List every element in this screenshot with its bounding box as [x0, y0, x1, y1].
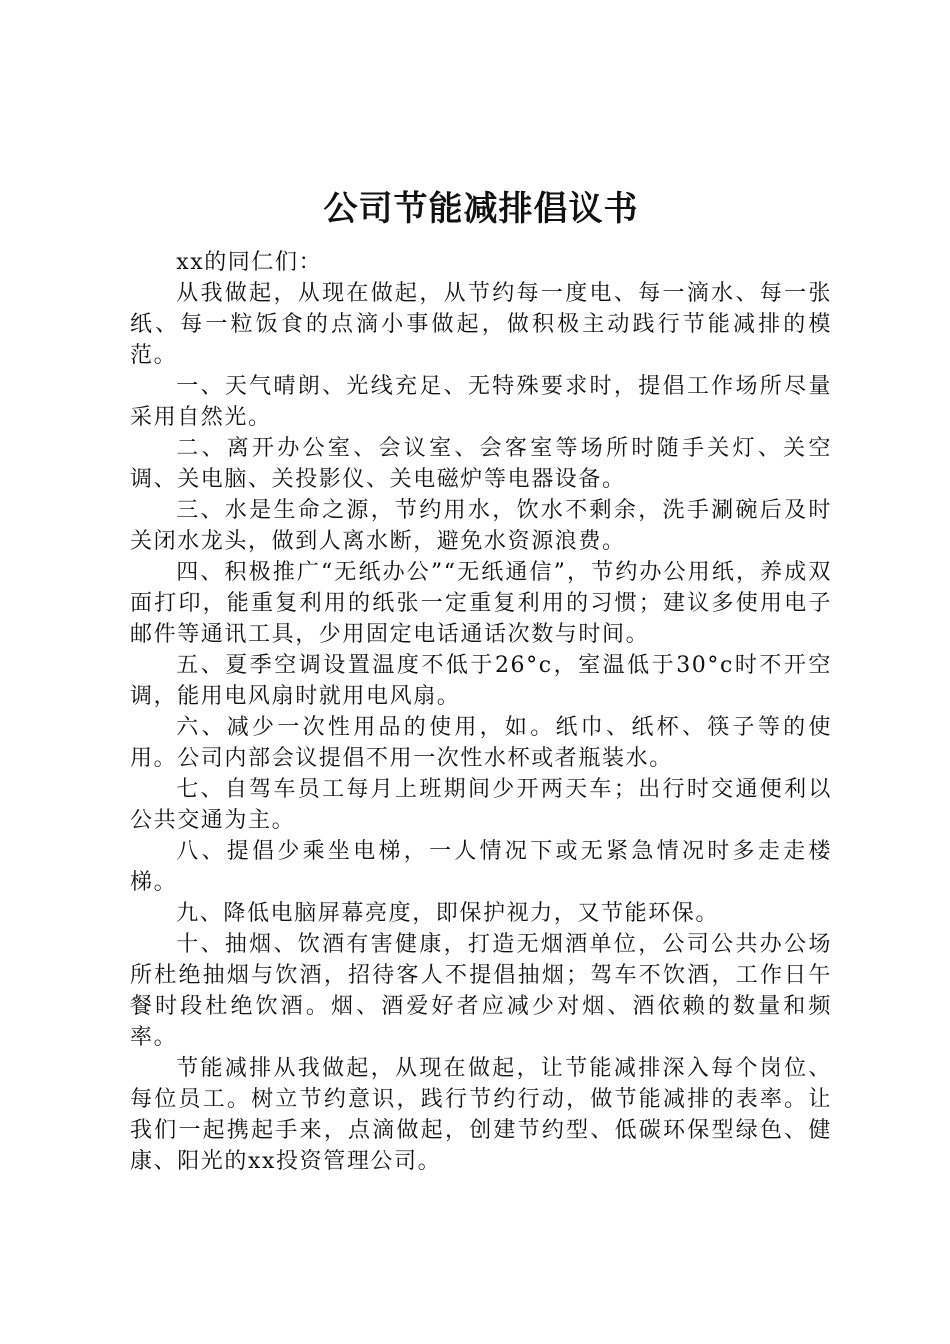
paragraph-closing: 节能减排从我做起，从现在做起，让节能减排深入每个岗位、每位员工。树立节约意识，践行节约行动，做节能减排的表率。让我们一起携起手来，点滴做起，创建节约型、低碳环保型绿色、健康、阳光的xx投资管理公司。: [130, 1056, 832, 1174]
document-body: [130, 247, 832, 1177]
paragraph-item-7: 七、自驾车员工每月上班期间少开两天车；出行时交通便利以公共交通为主。: [130, 777, 832, 833]
salutation: xx的同仁们：: [176, 250, 323, 275]
document-title: 公司节能减排倡议书: [323, 189, 639, 229]
paragraph-item-1: 一、天气晴朗、光线充足、无特殊要求时，提倡工作场所尽量采用自然光。: [130, 374, 832, 430]
paragraph-item-10: 十、抽烟、饮酒有害健康，打造无烟酒单位，公司公共办公场所杜绝抽烟与饮酒，招待客人不提倡抽烟；驾车不饮酒，工作日午餐时段杜绝饮酒。烟、酒爱好者应减少对烟、酒依赖的数量和频率。: [130, 932, 832, 1050]
paragraph-intro: 从我做起，从现在做起，从节约每一度电、每一滴水、每一张纸、每一粒饭食的点滴小事做起，做积极主动践行节能减排的模范。: [130, 281, 832, 368]
paragraph-item-3: 三、水是生命之源，节约用水，饮水不剩余，洗手涮碗后及时关闭水龙头，做到人离水断，避免水资源浪费。: [130, 498, 832, 554]
paragraph-item-6: 六、减少一次性用品的使用，如。纸巾、纸杯、筷子等的使用。公司内部会议提倡不用一次性水杯或者瓶装水。: [130, 715, 832, 771]
paragraph-item-9: 九、降低电脑屏幕亮度，即保护视力，又节能环保。: [176, 901, 719, 926]
paragraph-item-4: 四、积极推广“无纸办公”“无纸通信”，节约办公用纸，养成双面打印，能重复利用的纸张一定重复利用的习惯；建议多使用电子邮件等通讯工具，少用固定电话通话次数与时间。: [130, 560, 832, 647]
paragraph-item-2: 二、离开办公室、会议室、会客室等场所时随手关灯、关空调、关电脑、关投影仪、关电磁炉等电器设备。: [130, 436, 832, 492]
paragraph-item-8: 八、提倡少乘坐电梯，一人情况下或无紧急情况时多走走楼梯。: [130, 839, 832, 895]
paragraph-item-5: 五、夏季空调设置温度不低于26°c，室温低于30°c时不开空调，能用电风扇时就用电风扇。: [130, 653, 832, 709]
